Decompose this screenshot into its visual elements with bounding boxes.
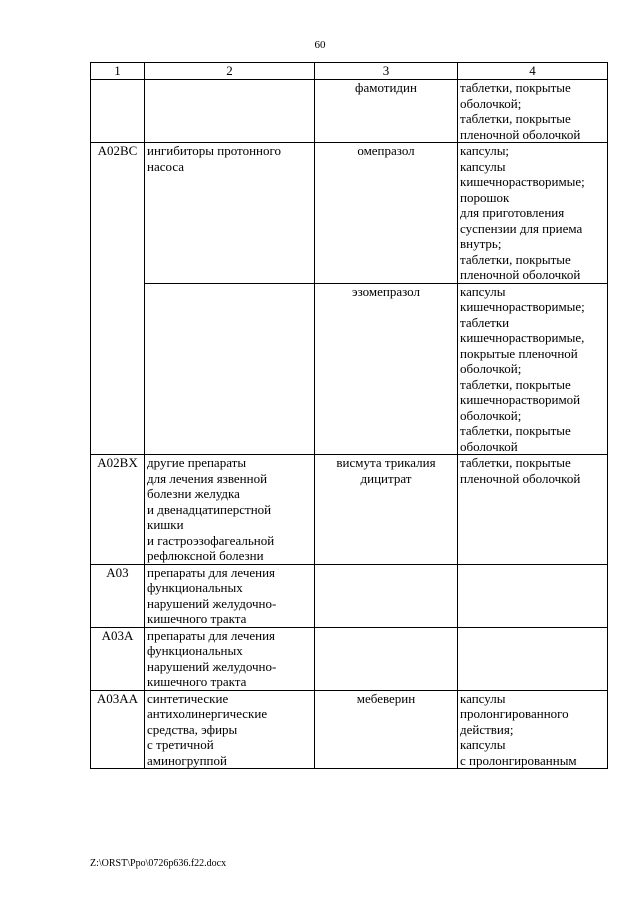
inn-cell: омепразол [315, 143, 458, 284]
table-header-row [91, 63, 608, 80]
group-name-cell [145, 80, 315, 143]
column-header: 1 [91, 63, 145, 80]
atc-code-cell [91, 80, 145, 143]
group-name-cell: синтетические антихолинергические средства, эфиры с третичной аминогруппой [145, 690, 315, 769]
group-name-cell: препараты для лечения функциональных нарушений желудочно- кишечного тракта [145, 627, 315, 690]
dosage-forms-cell [458, 627, 608, 690]
page-number: 60 [314, 39, 326, 51]
table-row [91, 80, 608, 143]
inn-cell: фамотидин [315, 80, 458, 143]
table-row [91, 564, 608, 627]
table-row [91, 455, 608, 565]
atc-code-cell: A03A [91, 627, 145, 690]
atc-code-cell: A03 [91, 564, 145, 627]
column-header: 2 [145, 63, 315, 80]
atc-code-cell: A02BC [91, 143, 145, 455]
group-name-cell: ингибиторы протонного насоса [145, 143, 315, 284]
dosage-forms-cell [458, 564, 608, 627]
atc-code-cell: A03AA [91, 690, 145, 769]
inn-cell: эзомепразол [315, 283, 458, 455]
dosage-forms-cell: капсулы пролонгированного действия; капсулы с пролонгированным [458, 690, 608, 769]
group-name-cell: другие препараты для лечения язвенной болезни желудка и двенадцатиперстной кишки и гастроэзофагеальной рефлюксной болезни [145, 455, 315, 565]
table-row [91, 143, 608, 284]
dosage-forms-cell: таблетки, покрытые пленочной оболочкой [458, 455, 608, 565]
column-header: 3 [315, 63, 458, 80]
document-file-path: Z:\ORST\Ppo\0726p636.f22.docx [90, 858, 227, 869]
inn-cell [315, 627, 458, 690]
column-header: 4 [458, 63, 608, 80]
dosage-forms-cell: капсулы кишечнорастворимые; таблетки кишечнорастворимые, покрытые пленочной оболочкой; таблетки, покрытые кишечнорастворимой оболочкой; таблетки, покрытые оболочкой [458, 283, 608, 455]
drug-table [90, 62, 608, 769]
inn-cell: мебеверин [315, 690, 458, 769]
group-name-cell: препараты для лечения функциональных нарушений желудочно- кишечного тракта [145, 564, 315, 627]
inn-cell: висмута трикалия дицитрат [315, 455, 458, 565]
table-row [91, 627, 608, 690]
table-row [91, 283, 608, 455]
table-row [91, 690, 608, 769]
inn-cell [315, 564, 458, 627]
dosage-forms-cell: капсулы; капсулы кишечнорастворимые; порошок для приготовления суспензии для приема внутрь; таблетки, покрытые пленочной оболочкой [458, 143, 608, 284]
group-name-cell [145, 283, 315, 455]
dosage-forms-cell: таблетки, покрытые оболочкой; таблетки, покрытые пленочной оболочкой [458, 80, 608, 143]
atc-code-cell: A02BX [91, 455, 145, 565]
